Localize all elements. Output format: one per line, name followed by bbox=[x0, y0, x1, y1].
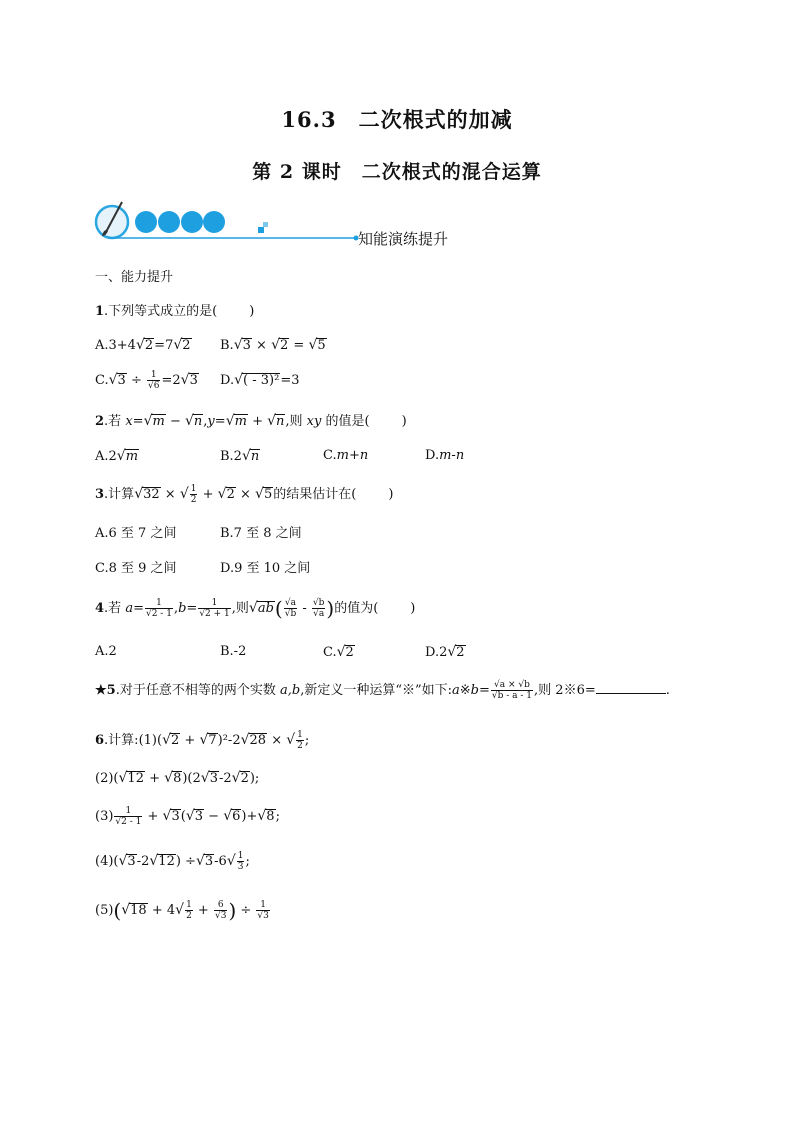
q2-option-c: C.m+n bbox=[323, 448, 369, 463]
q4-option-a: A.2 bbox=[95, 644, 117, 659]
banner-dot-2 bbox=[158, 211, 180, 233]
question-6-part-4: (4)(√3-2√12) ÷√3-6√ $\frac{1}{3}$ ; bbox=[95, 851, 250, 872]
banner-label: 知能演练提升 bbox=[358, 230, 449, 248]
q4-option-b: B.-2 bbox=[220, 644, 247, 659]
q4-option-d: D.2√2 bbox=[425, 644, 465, 660]
q3-option-b: B.7 至 8 之间 bbox=[220, 526, 302, 541]
section-title: 16.3 二次根式的加减 bbox=[281, 107, 513, 132]
q2-option-b: B.2√n bbox=[220, 448, 260, 464]
q1-option-a: A.3+4√2=7√2 bbox=[95, 337, 191, 353]
banner-graphic bbox=[92, 198, 512, 248]
q2-option-a: A.2√m bbox=[95, 448, 139, 464]
question-4: 4.若 a= $\frac{1}{√2 - 1}$ ,b= $\frac{1}{√2 + 1}$ ,则√ab( $\frac{√a}{√b}$ - $\frac{√b}{√a}$ )的值为( ) bbox=[95, 596, 416, 621]
banner-dot-1 bbox=[135, 211, 157, 233]
section-heading: 一、能力提升 bbox=[95, 270, 174, 285]
question-5: ★5.对于任意不相等的两个实数 a,b,新定义一种运算“※”如下:a※b= $\frac{√a \times √b}{√b - a - 1}$ ,则 2※6= . bbox=[95, 680, 670, 701]
q3-option-a: A.6 至 7 之间 bbox=[95, 526, 177, 541]
star-icon: ★ bbox=[95, 683, 107, 698]
q1-option-c: C.√3 ÷ $\frac{1}{√6}$ =2√3 bbox=[95, 370, 198, 391]
q3-option-d: D.9 至 10 之间 bbox=[220, 561, 311, 576]
question-6: 6.计算:(1)(√2 + √7)²-2√28 × √ $\frac{1}{2}$ ; bbox=[95, 730, 310, 751]
question-6-part-3: (3) $\frac{1}{√2 - 1}$ + √3(√3 − √6)+√8; bbox=[95, 806, 280, 827]
q2-option-d: D.m-n bbox=[425, 448, 465, 463]
question-6-part-2: (2)(√12 + √8)(2√3-2√2); bbox=[95, 770, 260, 786]
q3-option-c: C.8 至 9 之间 bbox=[95, 561, 177, 576]
banner-square-small bbox=[258, 227, 264, 233]
question-number: 1 bbox=[95, 304, 105, 319]
answer-blank[interactable] bbox=[596, 693, 666, 694]
banner-dot-3 bbox=[181, 211, 203, 233]
q1-option-b: B.√3 × √2 = √5 bbox=[220, 337, 326, 353]
q4-option-c: C.√2 bbox=[323, 644, 354, 660]
lesson-subtitle: 第 2 课时 二次根式的混合运算 bbox=[252, 161, 542, 183]
q1-option-d: D.√( - 3)²=3 bbox=[220, 372, 300, 388]
question-1: 1.下列等式成立的是( ) bbox=[95, 304, 255, 319]
question-6-part-5: (5)(√18 + 4√ $\frac{1}{2}$ + $\frac{6}{√3}$ ) ÷ $\frac{1}{√3}$ bbox=[95, 898, 269, 923]
question-3: 3.计算√32 × √ $\frac{1}{2}$ + √2 × √5的结果估计在( ) bbox=[95, 484, 394, 505]
question-2: 2.若 x=√m − √n,y=√m + √n,则 xy 的值是( ) bbox=[95, 413, 407, 429]
banner-dot-4 bbox=[203, 211, 225, 233]
